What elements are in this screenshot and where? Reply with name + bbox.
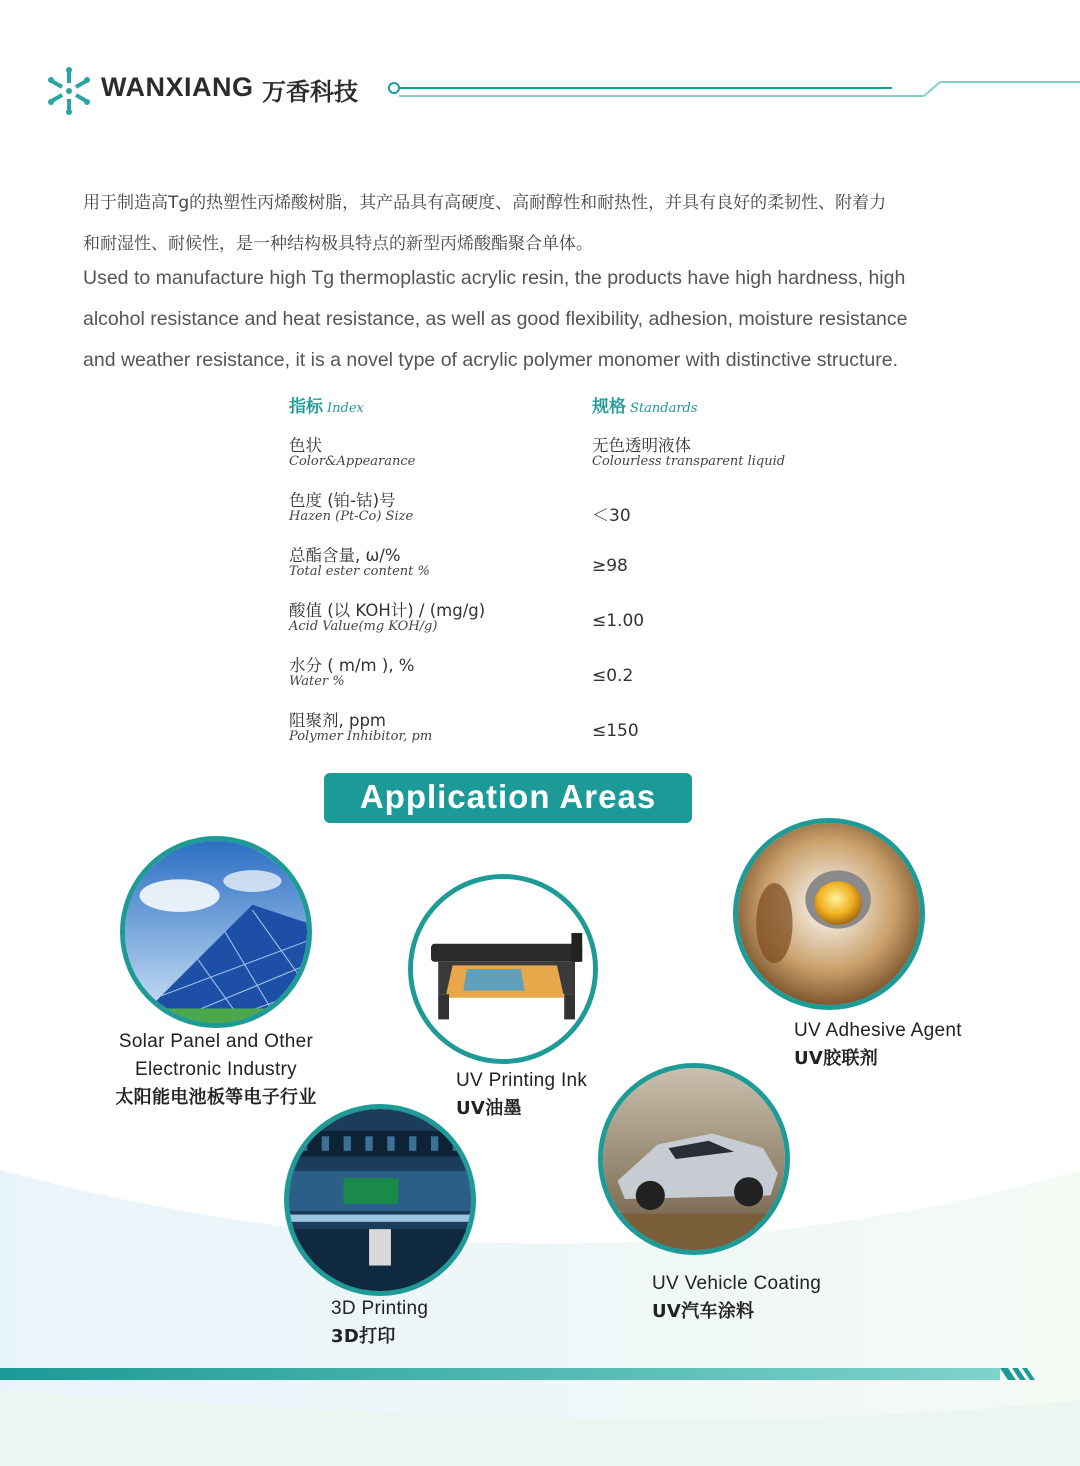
spec-name-en: Hazen (Pt-Co) Size <box>289 509 414 524</box>
spec-value-en: Colourless transparent liquid <box>592 454 786 469</box>
spec-value: ≥98 <box>592 556 628 576</box>
intro-cn-line-2: 和耐湿性、耐候性，是一种结构极具特点的新型丙烯酸酯聚合单体。 <box>83 234 593 254</box>
standards-header-en: Standards <box>630 401 698 416</box>
brand-name-en: WANXIANG <box>101 72 254 102</box>
3d-caption-en: 3D Printing <box>331 1298 429 1319</box>
header <box>0 0 1080 130</box>
intro-en-line-2: alcohol resistance and heat resistance, as well as good flexibility, adhesion, moisture resistance <box>83 308 908 330</box>
intro-en-line-3: and weather resistance, it is a novel type of acrylic polymer monomer with distinctive structure. <box>83 349 899 371</box>
spec-name-cn: 总酯含量, ω/% <box>289 546 401 565</box>
printing-caption-en: UV Printing Ink <box>456 1070 588 1091</box>
spec-name-cn: 水分 ( m/m ), % <box>289 656 415 675</box>
spec-value: ≤1.00 <box>592 611 645 631</box>
spec-name-cn: 阻聚剂, ppm <box>289 711 387 730</box>
intro-cn-line-1: 用于制造高Tg的热塑性丙烯酸树脂，其产品具有高硬度、高耐醇性和耐热性，并具有良好的柔韧性、附着力 <box>83 193 887 213</box>
spec-value: ＜30 <box>592 506 631 526</box>
spec-name-en: Polymer Inhibitor, pm <box>289 729 433 744</box>
standards-header <box>592 392 698 417</box>
vehicle-caption-en: UV Vehicle Coating <box>652 1273 822 1294</box>
spec-row-inhibitor <box>289 707 849 762</box>
vehicle-coating-image <box>598 1063 790 1255</box>
index-header <box>289 392 364 417</box>
spec-name-en: Water % <box>289 674 345 689</box>
spec-name-en: Total ester content % <box>289 564 430 579</box>
index-header-en: Index <box>327 401 364 416</box>
intro-en-line-1: Used to manufacture high Tg thermoplastic acrylic resin, the products have high hardness, high <box>83 267 906 289</box>
spec-row-ester <box>289 542 849 597</box>
vehicle-caption-cn: UV汽车涂料 <box>652 1301 755 1322</box>
snowflake-logo-icon <box>44 66 94 116</box>
spec-value: ≤150 <box>592 721 639 741</box>
3d-printing-caption <box>331 1295 531 1351</box>
header-decor-line <box>384 74 1080 104</box>
solar-panel-image <box>120 836 312 1028</box>
index-header-cn: 指标 <box>289 397 323 417</box>
bottom-decor-bar <box>0 1366 1080 1386</box>
solar-caption-cn: 太阳能电池板等电子行业 <box>115 1087 317 1108</box>
spec-name-en: Color&Appearance <box>289 454 416 469</box>
3d-printing-image <box>284 1104 476 1296</box>
spec-name-cn: 色度 (铂-钴)号 <box>289 491 396 510</box>
spec-row-acid <box>289 597 849 652</box>
vehicle-coating-caption <box>652 1270 892 1326</box>
application-areas-banner: Application Areas <box>324 773 692 823</box>
adhesive-agent-image <box>733 818 925 1010</box>
solar-caption-en-2: Electronic Industry <box>135 1059 297 1080</box>
spec-table <box>289 392 849 762</box>
spec-name-en: Acid Value(mg KOH/g) <box>289 619 438 634</box>
standards-header-cn: 规格 <box>592 397 626 417</box>
spec-name-cn: 酸值 (以 KOH计) / (mg/g) <box>289 601 486 620</box>
printing-caption-cn: UV油墨 <box>456 1098 522 1119</box>
solar-panel-caption <box>100 1028 332 1112</box>
intro-chinese <box>83 183 1003 265</box>
spec-value-cn: 无色透明液体 <box>592 436 691 455</box>
solar-caption-en-1: Solar Panel and Other <box>118 1031 314 1052</box>
adhesive-agent-caption <box>794 1017 1024 1073</box>
printing-ink-image <box>408 874 598 1064</box>
adhesive-caption-cn: UV胶联剂 <box>794 1048 879 1069</box>
spec-row-water <box>289 652 849 707</box>
spec-table-header <box>289 392 849 432</box>
spec-name-cn: 色状 <box>289 436 322 455</box>
3d-caption-cn: 3D打印 <box>331 1326 396 1347</box>
adhesive-caption-en: UV Adhesive Agent <box>794 1020 962 1041</box>
spec-row-hazen <box>289 487 849 542</box>
intro-english <box>83 258 1013 381</box>
brand-name-cn: 万香科技 <box>262 78 358 106</box>
spec-row-color <box>289 432 849 487</box>
spec-value: ≤0.2 <box>592 666 634 686</box>
